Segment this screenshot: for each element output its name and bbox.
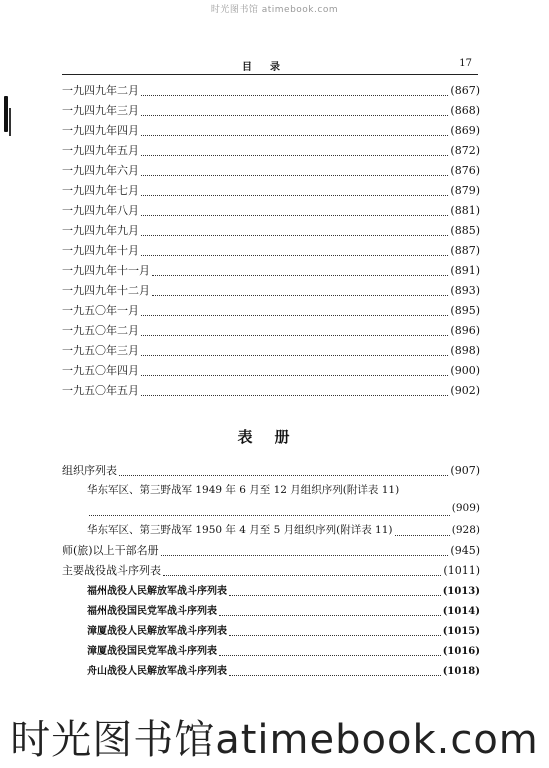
toc-label: 华东军区、第三野战军 1950 年 4 月至 5 月组织序列(附详表 11)	[87, 524, 393, 536]
running-header	[62, 58, 478, 75]
toc-page: (881)	[450, 204, 480, 217]
toc-label: 福州战役人民解放军战斗序列表	[87, 586, 227, 597]
toc-page: (879)	[450, 184, 480, 197]
leader-dots	[89, 514, 450, 516]
toc-row-east-china-1949-cont[interactable]	[62, 502, 480, 522]
toc-row[interactable]	[62, 362, 480, 382]
toc-row[interactable]	[62, 302, 480, 322]
toc-label: 一九五〇年四月	[62, 364, 139, 377]
toc-label: 一九四九年五月	[62, 144, 139, 157]
toc-label: 师(旅)以上干部名册	[62, 544, 159, 557]
toc-label: 一九四九年十一月	[62, 264, 150, 277]
monthly-toc	[62, 82, 480, 402]
leader-dots	[141, 234, 448, 236]
toc-page: (1018)	[442, 666, 480, 677]
toc-label: 组织序列表	[62, 464, 117, 477]
leader-dots	[229, 594, 441, 596]
toc-label: 主要战役战斗序列表	[62, 564, 161, 577]
toc-row[interactable]	[62, 322, 480, 342]
toc-label: 福州战役国民党军战斗序列表	[87, 606, 217, 617]
leader-dots	[141, 374, 448, 376]
toc-label: 一九四九年十月	[62, 244, 139, 257]
leader-dots	[161, 554, 449, 556]
toc-page: (907)	[450, 464, 480, 477]
leader-dots	[141, 254, 448, 256]
toc-label: 舟山战役人民解放军战斗序列表	[87, 666, 227, 677]
margin-scan-mark	[4, 96, 8, 132]
toc-label: 一九四九年二月	[62, 84, 139, 97]
toc-page: (896)	[450, 324, 480, 337]
toc-row-battle-item[interactable]	[62, 602, 480, 622]
toc-row[interactable]	[62, 202, 480, 222]
toc-row[interactable]	[62, 142, 480, 162]
leader-dots	[141, 94, 448, 96]
toc-label: 一九四九年九月	[62, 224, 139, 237]
toc-row-cadre-roster[interactable]	[62, 542, 480, 562]
leader-dots	[163, 574, 441, 576]
toc-page: (1016)	[442, 646, 480, 657]
toc-page: (1013)	[442, 586, 480, 597]
leader-dots	[141, 114, 448, 116]
section-title: 表册	[237, 428, 312, 446]
leader-dots	[229, 674, 441, 676]
leader-dots	[152, 294, 448, 296]
toc-page: (945)	[450, 544, 480, 557]
toc-row[interactable]	[62, 382, 480, 402]
leader-dots	[141, 314, 448, 316]
toc-page: (1015)	[442, 626, 480, 637]
toc-row-battle-item[interactable]	[62, 642, 480, 662]
toc-label: 华东军区、第三野战军 1949 年 6 月至 12 月组织序列(附详表 11)	[87, 484, 400, 496]
header-page-number: 17	[459, 58, 472, 69]
toc-row[interactable]	[62, 342, 480, 362]
toc-page: (869)	[450, 124, 480, 137]
leader-dots	[141, 354, 448, 356]
toc-label: 一九五〇年一月	[62, 304, 139, 317]
toc-row[interactable]	[62, 242, 480, 262]
toc-page: (909)	[451, 502, 480, 514]
toc-label: 一九五〇年二月	[62, 324, 139, 337]
toc-page: (885)	[450, 224, 480, 237]
toc-page: (893)	[450, 284, 480, 297]
toc-row-battle-orders[interactable]	[62, 562, 480, 582]
leader-dots	[229, 634, 441, 636]
toc-page: (872)	[450, 144, 480, 157]
toc-row-battle-item[interactable]	[62, 662, 480, 682]
leader-dots	[141, 394, 448, 396]
toc-page: (868)	[450, 104, 480, 117]
toc-row[interactable]	[62, 82, 480, 102]
toc-row[interactable]	[62, 102, 480, 122]
toc-label: 漳厦战役人民解放军战斗序列表	[87, 626, 227, 637]
header-title: 目录	[242, 62, 298, 73]
toc-page: (887)	[450, 244, 480, 257]
toc-label: 一九四九年八月	[62, 204, 139, 217]
leader-dots	[141, 174, 448, 176]
toc-row-battle-item[interactable]	[62, 622, 480, 642]
toc-label: 一九四九年十二月	[62, 284, 150, 297]
watermark-bottom: 时光图书馆atimebook.com	[10, 717, 539, 763]
leader-dots	[141, 134, 448, 136]
toc-page: (900)	[450, 364, 480, 377]
toc-page: (1011)	[443, 564, 480, 577]
toc-page: (895)	[450, 304, 480, 317]
toc-row-org-list[interactable]	[62, 462, 480, 482]
leader-dots	[219, 654, 441, 656]
toc-row[interactable]	[62, 162, 480, 182]
tables-toc	[62, 462, 480, 682]
toc-label: 一九四九年四月	[62, 124, 139, 137]
leader-dots	[141, 194, 448, 196]
margin-scan-mark-secondary	[9, 108, 11, 136]
toc-page: (867)	[450, 84, 480, 97]
leader-dots	[152, 274, 448, 276]
toc-label: 漳厦战役国民党军战斗序列表	[87, 646, 217, 657]
toc-label: 一九四九年三月	[62, 104, 139, 117]
toc-row-battle-item[interactable]	[62, 582, 480, 602]
toc-page: (898)	[450, 344, 480, 357]
leader-dots	[219, 614, 441, 616]
toc-row[interactable]	[62, 182, 480, 202]
toc-page: (891)	[450, 264, 480, 277]
toc-row[interactable]	[62, 262, 480, 282]
leader-dots	[119, 474, 448, 476]
toc-row-east-china-1949[interactable]	[62, 482, 480, 502]
toc-row[interactable]	[62, 122, 480, 142]
leader-dots	[141, 214, 448, 216]
toc-label: 一九四九年七月	[62, 184, 139, 197]
leader-dots	[141, 154, 448, 156]
toc-label: 一九五〇年五月	[62, 384, 139, 397]
leader-dots	[141, 334, 448, 336]
toc-label: 一九五〇年三月	[62, 344, 139, 357]
toc-label: 一九四九年六月	[62, 164, 139, 177]
toc-row[interactable]	[62, 282, 480, 302]
toc-page: (1014)	[442, 606, 480, 617]
toc-row[interactable]	[62, 222, 480, 242]
toc-page: (902)	[450, 384, 480, 397]
leader-dots	[395, 534, 450, 536]
toc-row-east-china-1950[interactable]	[62, 522, 480, 542]
toc-page: (876)	[450, 164, 480, 177]
watermark-top: 时光图书馆 atimebook.com	[210, 5, 339, 15]
toc-page: (928)	[451, 524, 480, 536]
